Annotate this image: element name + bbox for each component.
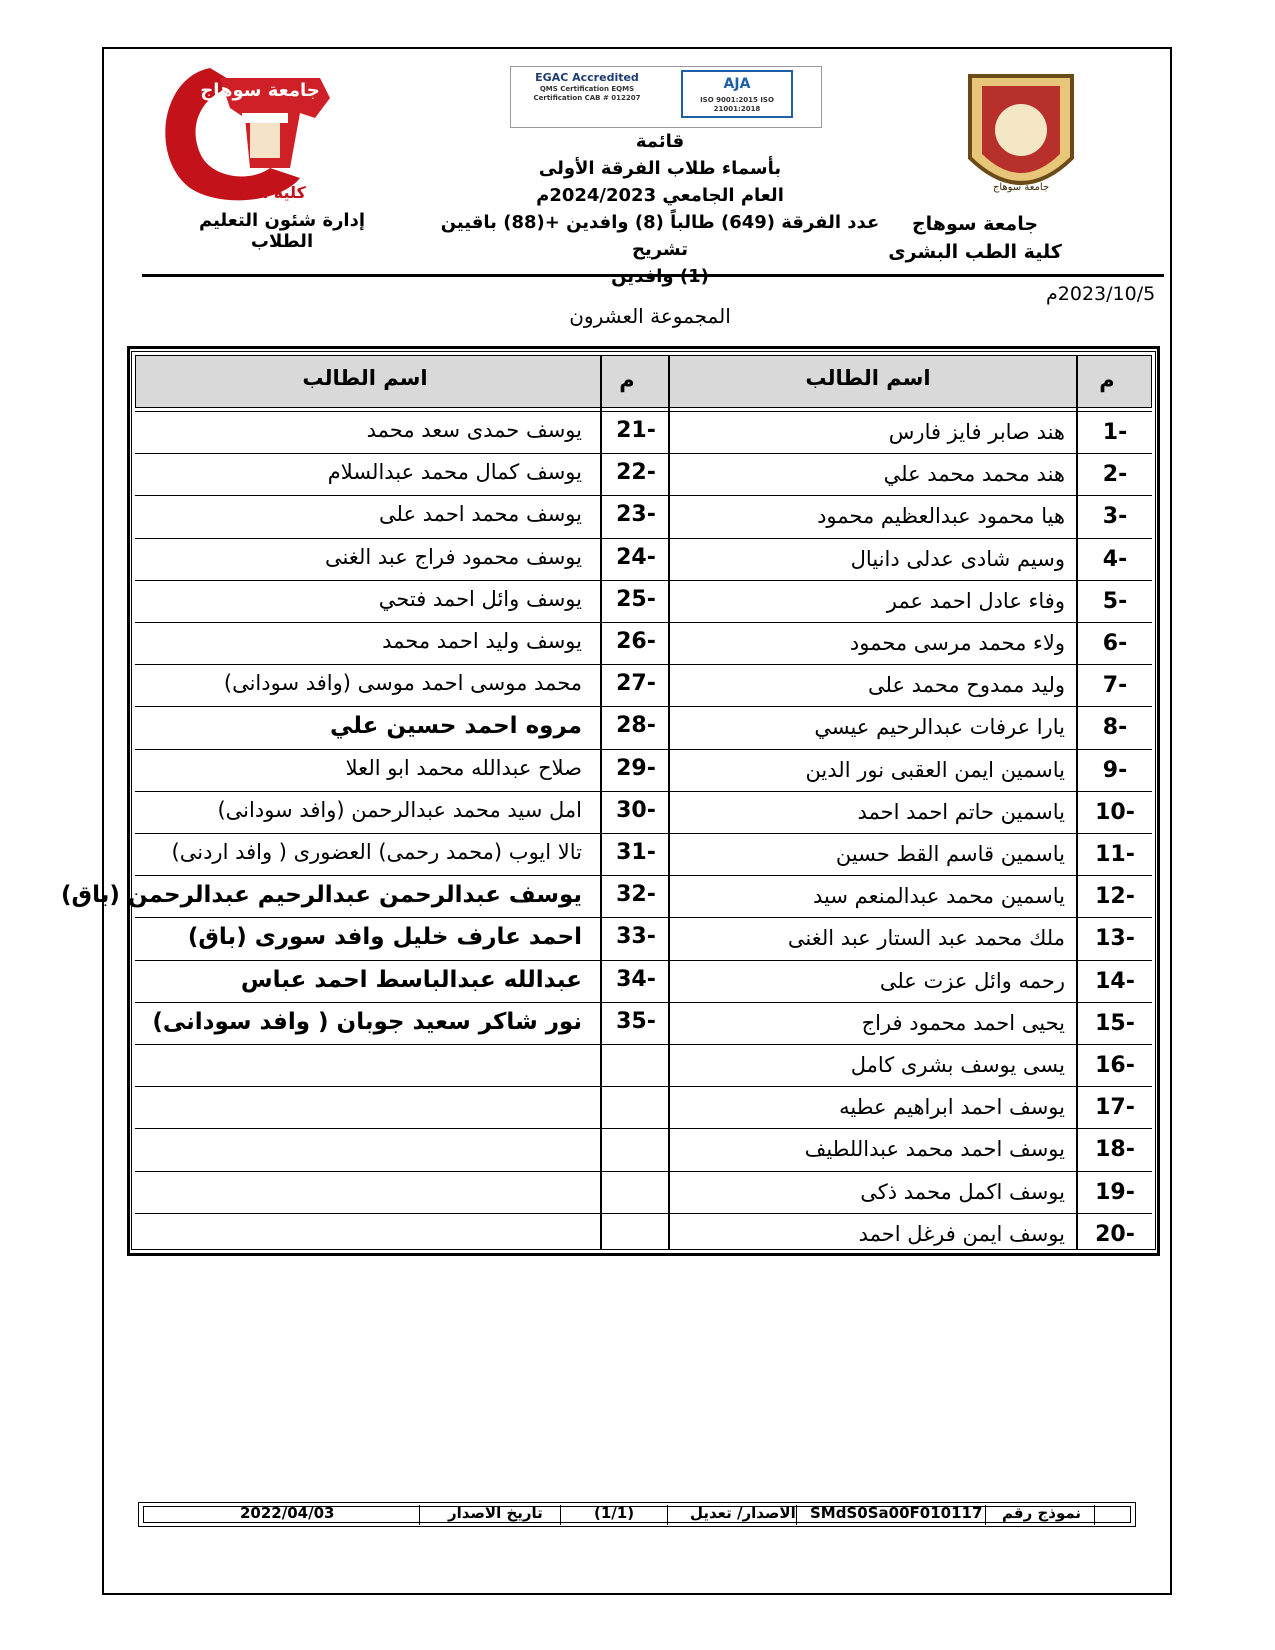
row-number: 19- [1095, 1180, 1135, 1205]
row-divider [135, 1086, 1152, 1087]
issue-date-label: تاريخ الاصدار [448, 1504, 543, 1522]
student-name: وسيم شادى عدلى دانيال [850, 547, 1065, 571]
row-number: 30- [616, 798, 656, 823]
footer-sep [1094, 1505, 1095, 1525]
seal-text: جامعة سوهاج [992, 182, 1050, 193]
row-number: 16- [1095, 1053, 1135, 1078]
footer-sep [985, 1505, 986, 1525]
student-name: يوسف محمود فراج عبد الغنى [325, 545, 582, 569]
row-number: 15- [1095, 1011, 1135, 1036]
student-name: وليد ممدوح محمد على [868, 673, 1065, 697]
student-name: ياسمين قاسم القط حسين [835, 842, 1065, 866]
row-number: 33- [616, 924, 656, 949]
student-name: صلاح عبدالله محمد ابو العلا [345, 756, 582, 780]
row-divider [135, 833, 1152, 834]
footer-sep [796, 1505, 797, 1525]
row-number: 9- [1102, 758, 1128, 783]
university-name: جامعة سوهاج [911, 213, 1039, 235]
row-number: 31- [616, 840, 656, 865]
col-header-num-right: م [1099, 368, 1115, 392]
row-divider [135, 1002, 1152, 1003]
row-divider [135, 1213, 1152, 1214]
aja-sub: ISO 9001:2015 ISO 21001:2018 [700, 96, 774, 113]
student-name: يوسف كمال محمد عبدالسلام [327, 460, 582, 484]
student-name: هيا محمود عبدالعظيم محمود [817, 504, 1065, 528]
row-divider [135, 749, 1152, 750]
row-divider [135, 495, 1152, 496]
student-name: يوسف وليد احمد محمد [382, 629, 582, 653]
row-number: 32- [616, 882, 656, 907]
col-divider [668, 355, 670, 1250]
row-divider [135, 706, 1152, 707]
student-name-part: احمد عارف خليل [392, 924, 582, 950]
row-number: 18- [1095, 1137, 1135, 1162]
row-number: 1- [1102, 420, 1128, 445]
student-name: رحمه وائل عزت على [879, 969, 1065, 993]
row-number: 2- [1102, 462, 1128, 487]
row-number: 10- [1095, 800, 1135, 825]
row-number: 25- [616, 587, 656, 612]
student-name: هند صابر فايز فارس [888, 420, 1065, 444]
row-number: 35- [616, 1009, 656, 1034]
student-name: ملك محمد عبد الستار عبد الغنى [787, 926, 1065, 950]
row-number: 8- [1102, 715, 1128, 740]
student-name: عبدالله عبدالباسط احمد عباس [240, 967, 582, 993]
version-label: الاصدار/ تعديل [690, 1504, 796, 1522]
row-number: 6- [1102, 631, 1128, 656]
row-number: 14- [1095, 969, 1135, 994]
document-date: 2023/10/5م [1046, 283, 1156, 305]
student-name: هند محمد محمد علي [883, 462, 1065, 486]
certification-logos [510, 66, 822, 128]
row-number: 23- [616, 502, 656, 527]
row-divider [135, 1255, 1152, 1256]
row-divider [135, 538, 1152, 539]
row-number: 17- [1095, 1095, 1135, 1120]
student-name: يحيى احمد محمود فراج [861, 1011, 1065, 1035]
document-title [420, 128, 900, 290]
row-number: 11- [1095, 842, 1135, 867]
student-name [188, 924, 582, 950]
row-divider [135, 411, 1152, 412]
student-name: يوسف وائل احمد فتحي [378, 587, 582, 611]
row-divider [135, 1171, 1152, 1172]
row-number: 27- [616, 671, 656, 696]
header-rule [142, 274, 1164, 277]
title-line: بأسماء طلاب الفرقة الأولى [538, 158, 782, 179]
student-name-part: وافد سورى (باق) [187, 924, 385, 950]
version-value: (1/1) [594, 1504, 635, 1522]
row-divider [135, 580, 1152, 581]
student-name: ياسمين حاتم احمد احمد [857, 800, 1065, 824]
student-name: يوسف حمدى سعد محمد [366, 418, 582, 442]
student-name: ياسمين ايمن العقبى نور الدين [805, 758, 1065, 782]
student-name: يارا عرفات عبدالرحيم عيسي [814, 715, 1065, 739]
logo-sub: كلية الطب [224, 183, 306, 202]
student-name: وفاء عادل احمد عمر [886, 589, 1065, 613]
student-name: نور شاكر سعيد جوبان ( وافد سودانى) [152, 1009, 582, 1035]
row-number: 29- [616, 756, 656, 781]
student-name: يسى يوسف بشرى كامل [850, 1053, 1065, 1077]
row-divider [135, 453, 1152, 454]
egac-label: EGAC Accredited [535, 71, 639, 84]
footer-sep [667, 1505, 668, 1525]
col-header-name-left: اسم الطالب [302, 366, 428, 390]
row-number: 26- [616, 629, 656, 654]
row-divider [135, 960, 1152, 961]
student-name: محمد موسى احمد موسى (وافد سودانى) [223, 671, 582, 695]
student-name: يوسف احمد محمد عبداللطيف [804, 1137, 1065, 1161]
form-code: SMdS0Sa00F010117 [810, 1504, 983, 1522]
col-divider [600, 355, 602, 1250]
row-divider [135, 622, 1152, 623]
row-number: 21- [616, 418, 656, 443]
row-divider [135, 1044, 1152, 1045]
title-line: قائمة [635, 131, 685, 152]
title-line: العام الجامعي 2024/2023م [536, 185, 784, 206]
egac-sub: QMS Certification EQMS Certification CAB # 012207 [533, 85, 641, 102]
group-title: المجموعة العشرون [569, 304, 731, 328]
faculty-logo [150, 58, 340, 206]
student-name: مروه احمد حسين علي [329, 713, 582, 739]
admin-name: إدارة شئون التعليم الطلاب [198, 210, 366, 252]
student-name: يوسف اكمل محمد ذكى [860, 1180, 1065, 1204]
faculty-name: كلية الطب البشرى [888, 241, 1062, 263]
row-number: 5- [1102, 589, 1128, 614]
row-number: 22- [616, 460, 656, 485]
row-number: 3- [1102, 504, 1128, 529]
row-number: 4- [1102, 547, 1128, 572]
row-number: 34- [616, 967, 656, 992]
form-label: نموذج رقم [1002, 1504, 1082, 1522]
student-name: ياسمين محمد عبدالمنعم سيد [813, 884, 1065, 908]
student-name: يوسف محمد احمد على [379, 502, 582, 526]
student-name: يوسف احمد ابراهيم عطيه [839, 1095, 1065, 1119]
student-name: يوسف ايمن فرغل احمد [858, 1222, 1065, 1246]
row-number: 24- [616, 545, 656, 570]
title-line: عدد الفرقة (649) طالباً (8) وافدين +(88) باقيين تشريح [440, 212, 880, 260]
student-name: يوسف عبدالرحمن عبدالرحيم عبدالرحمن (باق) [61, 882, 582, 908]
row-divider [135, 1128, 1152, 1129]
row-number: 28- [616, 713, 656, 738]
col-header-name-right: اسم الطالب [805, 366, 931, 390]
student-name: امل سيد محمد عبدالرحمن (وافد سودانى) [217, 798, 582, 822]
aja-label: AJA [723, 76, 751, 92]
col-header-num-left: م [619, 368, 635, 392]
row-number: 12- [1095, 884, 1135, 909]
row-number: 13- [1095, 926, 1135, 951]
student-name: تالا ايوب (محمد رحمى) العضورى ( وافد اردنى) [171, 840, 582, 864]
row-number: 7- [1102, 673, 1128, 698]
logo-text: جامعة سوهاج [200, 80, 320, 101]
row-divider [135, 917, 1152, 918]
col-divider [1076, 355, 1078, 1250]
row-divider [135, 664, 1152, 665]
university-block [875, 210, 1075, 266]
footer-sep [560, 1505, 561, 1525]
row-number: 20- [1095, 1222, 1135, 1247]
footer-sep [419, 1505, 420, 1525]
student-name: ولاء محمد مرسى محمود [849, 631, 1065, 655]
university-seal [962, 68, 1080, 204]
issue-date: 2022/04/03 [240, 1504, 335, 1522]
row-divider [135, 791, 1152, 792]
row-divider [135, 875, 1152, 876]
